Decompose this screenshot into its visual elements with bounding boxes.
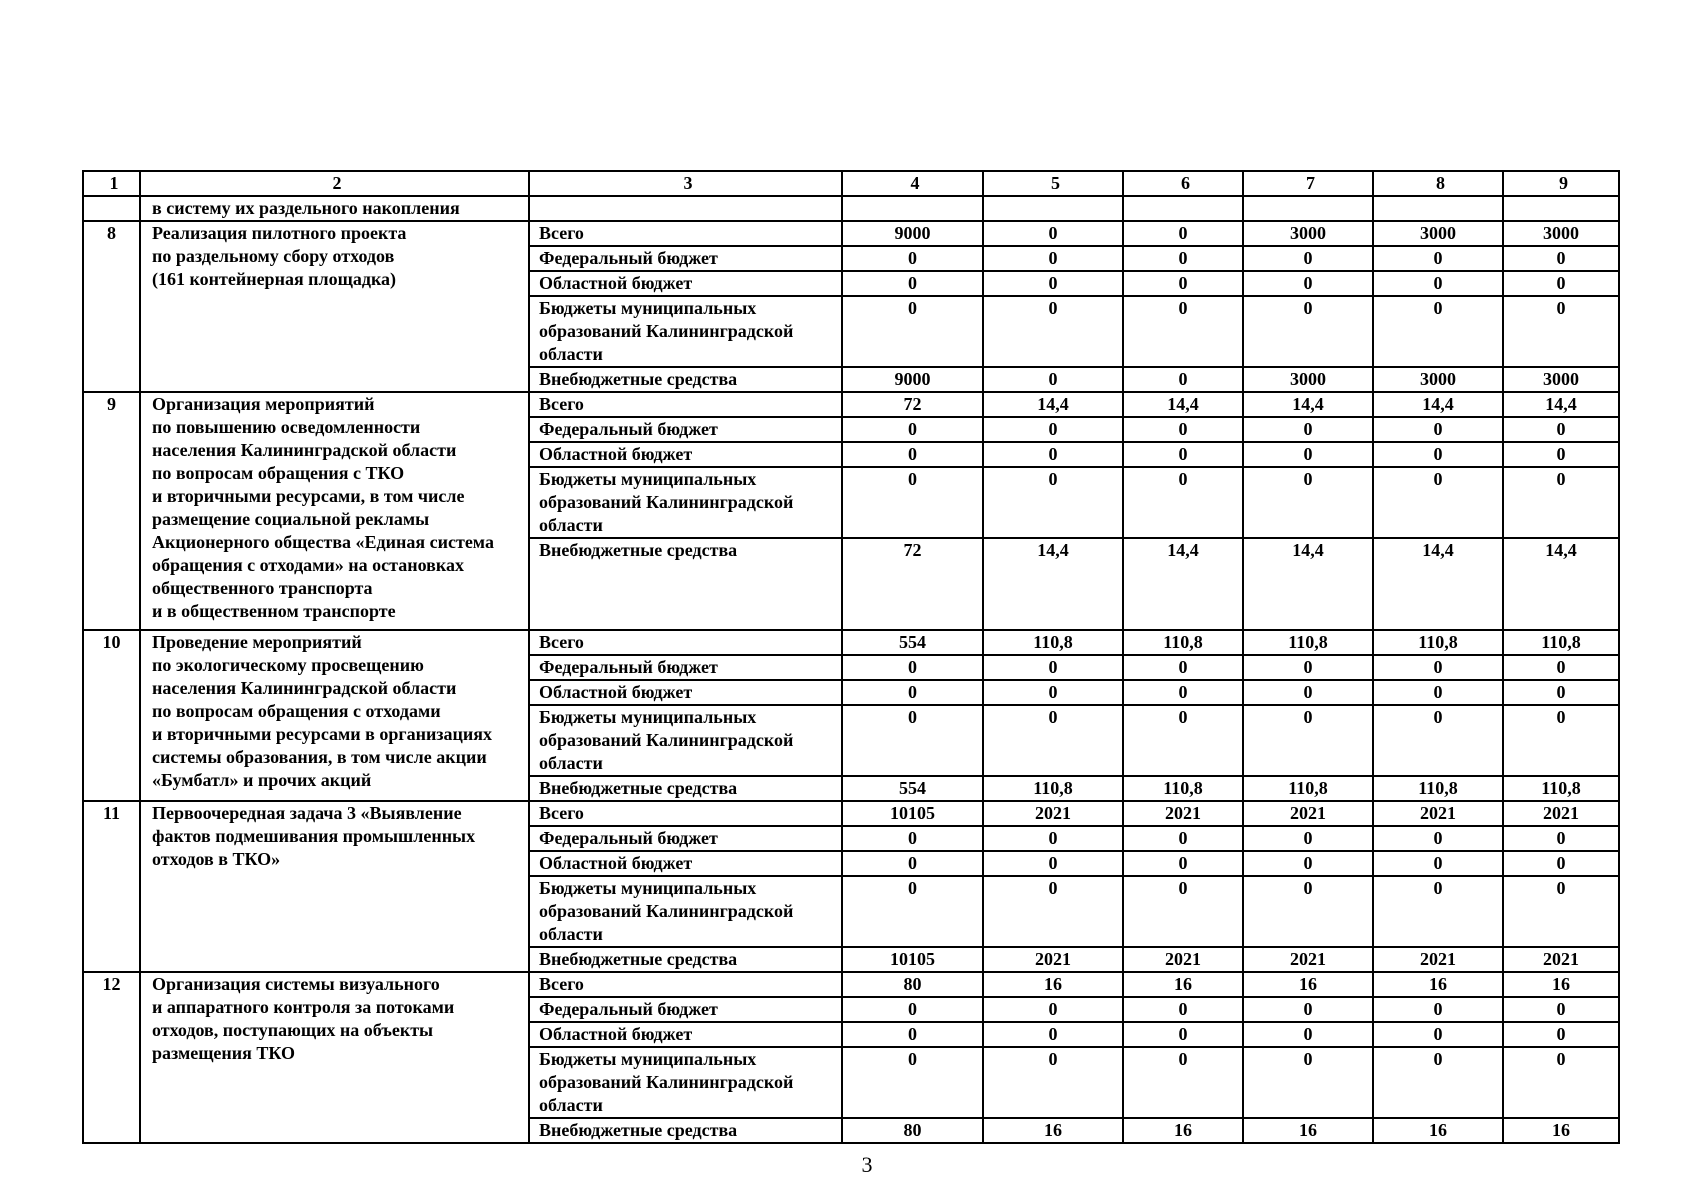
header-cell: 8 bbox=[1373, 171, 1503, 196]
value-cell: 0 bbox=[1243, 467, 1373, 538]
value-cell: 110,8 bbox=[1123, 776, 1243, 801]
value-cell: 0 bbox=[1503, 246, 1619, 271]
item-description: Первоочередная задача 3 «Выявление фактов подмешивания промышленных отходов в ТКО» bbox=[140, 801, 529, 972]
value-cell: 14,4 bbox=[1243, 538, 1373, 630]
empty-cell bbox=[1123, 196, 1243, 221]
value-cell: 0 bbox=[1123, 997, 1243, 1022]
value-cell: 0 bbox=[1503, 876, 1619, 947]
value-cell: 0 bbox=[1373, 442, 1503, 467]
header-cell: 4 bbox=[842, 171, 983, 196]
header-cell: 1 bbox=[83, 171, 140, 196]
value-cell: 0 bbox=[1373, 705, 1503, 776]
value-cell: 0 bbox=[1373, 467, 1503, 538]
value-cell: 0 bbox=[1373, 876, 1503, 947]
funding-source: Бюджеты муниципальных образований Калининградской области bbox=[529, 296, 842, 367]
value-cell: 16 bbox=[1123, 972, 1243, 997]
continuation-row bbox=[83, 196, 1619, 221]
value-cell: 80 bbox=[842, 1118, 983, 1143]
value-cell: 14,4 bbox=[1243, 392, 1373, 417]
funding-source: Всего bbox=[529, 630, 842, 655]
item-description: Организация системы визуального и аппаратного контроля за потоками отходов, поступающих на объекты размещения ТКО bbox=[140, 972, 529, 1143]
value-cell: 10105 bbox=[842, 801, 983, 826]
value-cell: 0 bbox=[1243, 997, 1373, 1022]
funding-source: Внебюджетные средства bbox=[529, 1118, 842, 1143]
empty-cell bbox=[1243, 196, 1373, 221]
value-cell: 16 bbox=[1373, 972, 1503, 997]
value-cell: 14,4 bbox=[1373, 392, 1503, 417]
item-number: 8 bbox=[83, 221, 140, 392]
value-cell: 0 bbox=[1123, 417, 1243, 442]
funding-source: Областной бюджет bbox=[529, 680, 842, 705]
value-cell: 0 bbox=[842, 1022, 983, 1047]
funding-source: Всего bbox=[529, 801, 842, 826]
value-cell: 0 bbox=[1123, 442, 1243, 467]
value-cell: 14,4 bbox=[1123, 538, 1243, 630]
row-number-cell bbox=[83, 196, 140, 221]
value-cell: 110,8 bbox=[1503, 776, 1619, 801]
value-cell: 16 bbox=[1243, 972, 1373, 997]
value-cell: 72 bbox=[842, 538, 983, 630]
value-cell: 0 bbox=[842, 680, 983, 705]
value-cell: 0 bbox=[842, 442, 983, 467]
funding-source: Областной бюджет bbox=[529, 1022, 842, 1047]
funding-source: Всего bbox=[529, 221, 842, 246]
funding-source: Внебюджетные средства bbox=[529, 947, 842, 972]
value-cell: 0 bbox=[983, 271, 1123, 296]
header-cell: 6 bbox=[1123, 171, 1243, 196]
value-cell: 3000 bbox=[1243, 367, 1373, 392]
value-cell: 0 bbox=[983, 997, 1123, 1022]
value-cell: 0 bbox=[983, 246, 1123, 271]
value-cell: 0 bbox=[842, 655, 983, 680]
funding-source: Всего bbox=[529, 972, 842, 997]
table-row bbox=[83, 221, 1619, 246]
item-number: 10 bbox=[83, 630, 140, 801]
value-cell: 14,4 bbox=[1373, 538, 1503, 630]
value-cell: 0 bbox=[983, 655, 1123, 680]
value-cell: 0 bbox=[1503, 826, 1619, 851]
value-cell: 0 bbox=[1243, 442, 1373, 467]
value-cell: 0 bbox=[1503, 851, 1619, 876]
value-cell: 16 bbox=[983, 972, 1123, 997]
value-cell: 16 bbox=[1243, 1118, 1373, 1143]
value-cell: 14,4 bbox=[1503, 538, 1619, 630]
value-cell: 2021 bbox=[1373, 947, 1503, 972]
funding-source: Областной бюджет bbox=[529, 442, 842, 467]
header-cell: 3 bbox=[529, 171, 842, 196]
value-cell: 0 bbox=[1243, 655, 1373, 680]
value-cell: 3000 bbox=[1503, 221, 1619, 246]
table-row bbox=[83, 392, 1619, 417]
value-cell: 0 bbox=[1243, 271, 1373, 296]
funding-source: Федеральный бюджет bbox=[529, 655, 842, 680]
value-cell: 0 bbox=[1503, 271, 1619, 296]
value-cell: 0 bbox=[983, 367, 1123, 392]
funding-source: Федеральный бюджет bbox=[529, 246, 842, 271]
header-cell: 9 bbox=[1503, 171, 1619, 196]
value-cell: 16 bbox=[1503, 972, 1619, 997]
value-cell: 0 bbox=[842, 826, 983, 851]
value-cell: 110,8 bbox=[1243, 630, 1373, 655]
value-cell: 0 bbox=[1373, 271, 1503, 296]
value-cell: 2021 bbox=[1123, 947, 1243, 972]
table-row bbox=[83, 801, 1619, 826]
value-cell: 0 bbox=[1123, 680, 1243, 705]
value-cell: 0 bbox=[1503, 296, 1619, 367]
value-cell: 110,8 bbox=[1503, 630, 1619, 655]
value-cell: 9000 bbox=[842, 367, 983, 392]
header-row bbox=[83, 171, 1619, 196]
header-cell: 7 bbox=[1243, 171, 1373, 196]
value-cell: 0 bbox=[1503, 417, 1619, 442]
value-cell: 0 bbox=[1503, 655, 1619, 680]
value-cell: 10105 bbox=[842, 947, 983, 972]
funding-source: Областной бюджет bbox=[529, 271, 842, 296]
table-row bbox=[83, 630, 1619, 655]
value-cell: 0 bbox=[1243, 851, 1373, 876]
value-cell: 0 bbox=[1373, 1022, 1503, 1047]
value-cell: 0 bbox=[1373, 246, 1503, 271]
funding-source: Бюджеты муниципальных образований Калининградской области bbox=[529, 467, 842, 538]
value-cell: 2021 bbox=[1503, 801, 1619, 826]
value-cell: 2021 bbox=[1123, 801, 1243, 826]
funding-source: Федеральный бюджет bbox=[529, 826, 842, 851]
value-cell: 0 bbox=[983, 467, 1123, 538]
value-cell: 0 bbox=[983, 442, 1123, 467]
funding-source: Бюджеты муниципальных образований Калининградской области bbox=[529, 1047, 842, 1118]
header-cell: 2 bbox=[140, 171, 529, 196]
value-cell: 0 bbox=[1373, 997, 1503, 1022]
value-cell: 0 bbox=[842, 467, 983, 538]
value-cell: 110,8 bbox=[1243, 776, 1373, 801]
value-cell: 554 bbox=[842, 776, 983, 801]
value-cell: 554 bbox=[842, 630, 983, 655]
value-cell: 16 bbox=[1123, 1118, 1243, 1143]
empty-cell bbox=[1503, 196, 1619, 221]
table-row bbox=[83, 972, 1619, 997]
value-cell: 0 bbox=[1243, 705, 1373, 776]
value-cell: 0 bbox=[1503, 705, 1619, 776]
value-cell: 0 bbox=[983, 680, 1123, 705]
value-cell: 0 bbox=[1503, 680, 1619, 705]
value-cell: 0 bbox=[1373, 826, 1503, 851]
empty-cell bbox=[983, 196, 1123, 221]
value-cell: 2021 bbox=[983, 947, 1123, 972]
funding-source: Внебюджетные средства bbox=[529, 538, 842, 630]
value-cell: 0 bbox=[842, 997, 983, 1022]
value-cell: 0 bbox=[1123, 826, 1243, 851]
value-cell: 0 bbox=[1503, 467, 1619, 538]
value-cell: 0 bbox=[842, 271, 983, 296]
value-cell: 0 bbox=[842, 296, 983, 367]
value-cell: 0 bbox=[983, 296, 1123, 367]
funding-source: Областной бюджет bbox=[529, 851, 842, 876]
funding-source: Федеральный бюджет bbox=[529, 997, 842, 1022]
value-cell: 0 bbox=[1503, 442, 1619, 467]
value-cell: 0 bbox=[983, 705, 1123, 776]
value-cell: 0 bbox=[1123, 1022, 1243, 1047]
value-cell: 0 bbox=[1243, 417, 1373, 442]
value-cell: 0 bbox=[1123, 705, 1243, 776]
value-cell: 110,8 bbox=[983, 776, 1123, 801]
value-cell: 0 bbox=[1123, 655, 1243, 680]
empty-cell bbox=[842, 196, 983, 221]
value-cell: 14,4 bbox=[1123, 392, 1243, 417]
value-cell: 0 bbox=[1123, 221, 1243, 246]
value-cell: 0 bbox=[1123, 876, 1243, 947]
value-cell: 0 bbox=[1123, 367, 1243, 392]
value-cell: 0 bbox=[1123, 1047, 1243, 1118]
empty-cell bbox=[1373, 196, 1503, 221]
continuation-text: в систему их раздельного накопления bbox=[140, 196, 529, 221]
value-cell: 0 bbox=[983, 1047, 1123, 1118]
value-cell: 14,4 bbox=[983, 538, 1123, 630]
funding-source: Всего bbox=[529, 392, 842, 417]
item-description: Организация мероприятий по повышению осведомленности населения Калининградской области по вопросам обращения с ТКО и вторичными ресурсами, в том числе размещение социальной рекламы Акционерного общества «Единая система обращения с отходами» на остановках общественного транспорта и в общественном транспорте bbox=[140, 392, 529, 630]
funding-source: Бюджеты муниципальных образований Калининградской области bbox=[529, 876, 842, 947]
value-cell: 3000 bbox=[1373, 221, 1503, 246]
value-cell: 0 bbox=[1123, 296, 1243, 367]
item-number: 11 bbox=[83, 801, 140, 972]
value-cell: 2021 bbox=[1373, 801, 1503, 826]
value-cell: 0 bbox=[1243, 680, 1373, 705]
value-cell: 0 bbox=[983, 1022, 1123, 1047]
value-cell: 110,8 bbox=[1373, 630, 1503, 655]
value-cell: 110,8 bbox=[1373, 776, 1503, 801]
page-number: 3 bbox=[861, 1152, 873, 1177]
value-cell: 16 bbox=[983, 1118, 1123, 1143]
value-cell: 110,8 bbox=[983, 630, 1123, 655]
value-cell: 0 bbox=[1243, 1047, 1373, 1118]
value-cell: 3000 bbox=[1373, 367, 1503, 392]
value-cell: 0 bbox=[1373, 655, 1503, 680]
value-cell: 2021 bbox=[1503, 947, 1619, 972]
value-cell: 0 bbox=[1503, 1047, 1619, 1118]
funding-source: Федеральный бюджет bbox=[529, 417, 842, 442]
value-cell: 2021 bbox=[1243, 947, 1373, 972]
value-cell: 0 bbox=[1243, 246, 1373, 271]
funding-source: Внебюджетные средства bbox=[529, 367, 842, 392]
value-cell: 72 bbox=[842, 392, 983, 417]
value-cell: 16 bbox=[1373, 1118, 1503, 1143]
value-cell: 80 bbox=[842, 972, 983, 997]
value-cell: 0 bbox=[983, 851, 1123, 876]
value-cell: 0 bbox=[1503, 997, 1619, 1022]
value-cell: 0 bbox=[842, 851, 983, 876]
value-cell: 0 bbox=[1123, 271, 1243, 296]
value-cell: 3000 bbox=[1503, 367, 1619, 392]
value-cell: 0 bbox=[842, 417, 983, 442]
value-cell: 0 bbox=[1373, 1047, 1503, 1118]
item-number: 9 bbox=[83, 392, 140, 630]
value-cell: 110,8 bbox=[1123, 630, 1243, 655]
value-cell: 0 bbox=[1503, 1022, 1619, 1047]
value-cell: 2021 bbox=[983, 801, 1123, 826]
item-number: 12 bbox=[83, 972, 140, 1143]
empty-cell bbox=[529, 196, 842, 221]
funding-source: Внебюджетные средства bbox=[529, 776, 842, 801]
value-cell: 0 bbox=[983, 876, 1123, 947]
value-cell: 0 bbox=[1373, 680, 1503, 705]
value-cell: 16 bbox=[1503, 1118, 1619, 1143]
value-cell: 2021 bbox=[1243, 801, 1373, 826]
value-cell: 0 bbox=[1123, 246, 1243, 271]
value-cell: 0 bbox=[842, 876, 983, 947]
value-cell: 0 bbox=[983, 221, 1123, 246]
value-cell: 0 bbox=[1243, 826, 1373, 851]
value-cell: 14,4 bbox=[1503, 392, 1619, 417]
item-description: Реализация пилотного проекта по раздельному сбору отходов (161 контейнерная площадка) bbox=[140, 221, 529, 392]
funding-source: Бюджеты муниципальных образований Калининградской области bbox=[529, 705, 842, 776]
value-cell: 0 bbox=[983, 826, 1123, 851]
value-cell: 14,4 bbox=[983, 392, 1123, 417]
value-cell: 0 bbox=[1373, 417, 1503, 442]
value-cell: 0 bbox=[1243, 296, 1373, 367]
value-cell: 0 bbox=[983, 417, 1123, 442]
header-cell: 5 bbox=[983, 171, 1123, 196]
value-cell: 3000 bbox=[1243, 221, 1373, 246]
value-cell: 0 bbox=[842, 705, 983, 776]
value-cell: 0 bbox=[1123, 851, 1243, 876]
item-description: Проведение мероприятий по экологическому просвещению населения Калининградской области по вопросам обращения с отходами и вторичными ресурсами в организациях системы образования, в том числе акции «Бумбатл» и прочих акций bbox=[140, 630, 529, 801]
value-cell: 0 bbox=[842, 1047, 983, 1118]
value-cell: 9000 bbox=[842, 221, 983, 246]
value-cell: 0 bbox=[1373, 851, 1503, 876]
value-cell: 0 bbox=[1243, 876, 1373, 947]
value-cell: 0 bbox=[1243, 1022, 1373, 1047]
value-cell: 0 bbox=[1373, 296, 1503, 367]
value-cell: 0 bbox=[1123, 467, 1243, 538]
value-cell: 0 bbox=[842, 246, 983, 271]
budget-table bbox=[82, 170, 1620, 1144]
